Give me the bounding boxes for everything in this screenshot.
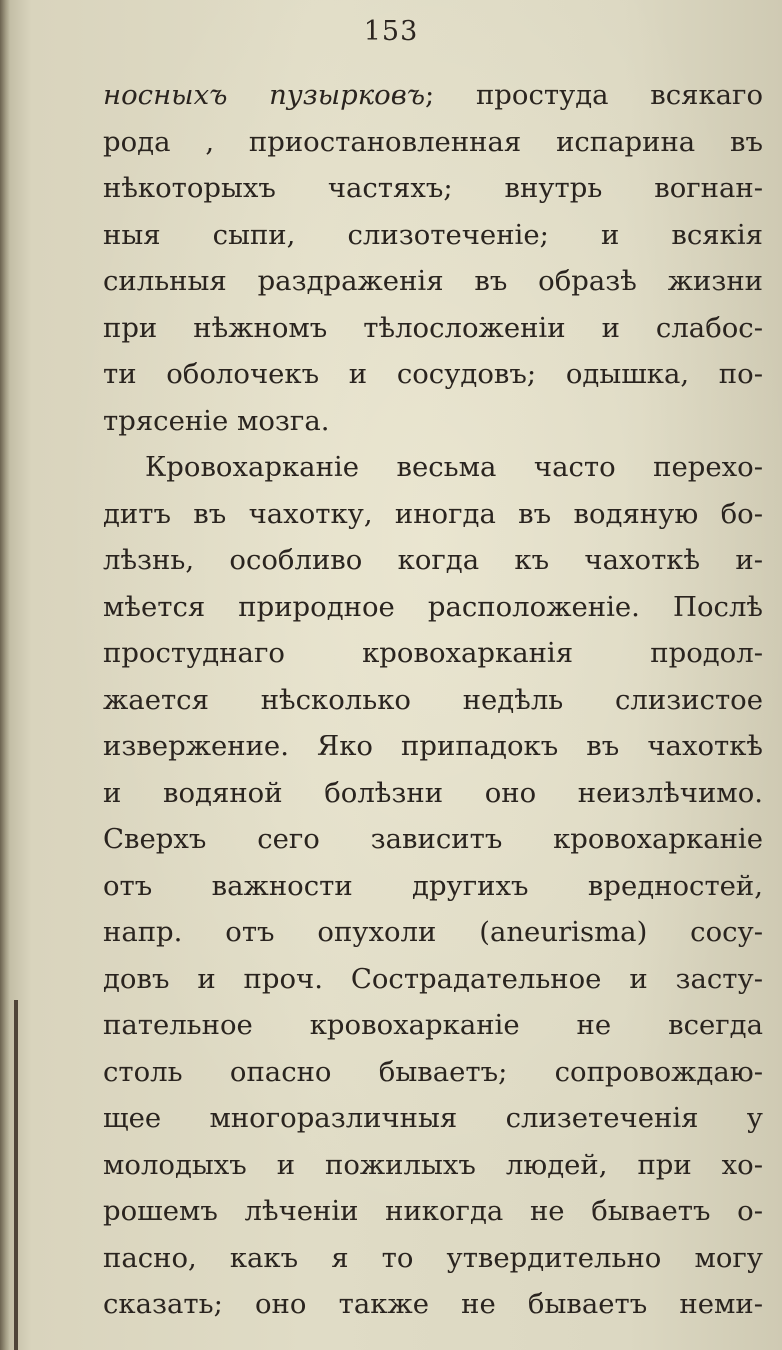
text-line: сказать; оно также не бываетъ неми- (103, 1288, 763, 1320)
text-line: рошемъ лѣченіи никогда не бываетъ о- (103, 1195, 763, 1227)
page-left-edge (0, 0, 10, 1350)
text-line: отъ важности другихъ вредностей, (103, 869, 763, 902)
body-text (103, 72, 763, 1328)
text-line: извержение. Яко припадокъ въ чахоткѣ (103, 730, 763, 762)
text-line: при нѣжномъ тѣлосложеніи и слабос- (103, 311, 763, 344)
text-line: Сверхъ сего зависитъ кровохарканіе (103, 823, 763, 855)
text-line: жается нѣсколько недѣль слизистое (103, 683, 763, 716)
text-line: напр. отъ опухоли (aneurisma) сосу- (103, 916, 763, 948)
text-line (103, 72, 763, 119)
text-line: сильныя раздраженія въ образѣ жизни (103, 265, 763, 297)
text-line: дитъ въ чахотку, иногда въ водяную бо- (103, 497, 763, 530)
paragraph-first-line: Кровохарканіе весьма часто перехо- (145, 451, 763, 483)
text-line: и водяной болѣзни оно неизлѣчимо. (103, 776, 763, 809)
text-line: пательное кровохарканіе не всегда (103, 1009, 763, 1041)
text-line: трясеніе мозга. (103, 404, 330, 437)
italic-phrase: носныхъ пузырковъ (103, 79, 426, 111)
text-line: столь опасно бываетъ; сопровождаю- (103, 1055, 763, 1088)
text-line: довъ и проч. Сострадательное и засту- (103, 962, 763, 995)
text-line: лѣзнь, особливо когда къ чахоткѣ и- (103, 544, 763, 576)
text-line: мѣется природное расположеніе. Послѣ (103, 590, 763, 623)
text-line: рода , приостановленная испарина въ (103, 125, 763, 158)
text-line: ныя сыпи, слизотеченіе; и всякія (103, 218, 763, 251)
page-number: 153 (363, 16, 419, 47)
text-line: пасно, какъ я то утвердительно могу (103, 1241, 763, 1274)
text-line: простуднаго кровохарканія продол- (103, 637, 763, 669)
text-line: ти оболочекъ и сосудовъ; одышка, по- (103, 358, 763, 390)
text-line: нѣкоторыхъ частяхъ; внутрь вогнан- (103, 172, 763, 204)
text-line: молодыхъ и пожилыхъ людей, при хо- (103, 1148, 763, 1181)
line-text: ; простуда всякаго (425, 79, 763, 111)
binding-line (14, 1000, 18, 1350)
text-line: щее многоразличныя слизетеченія у (103, 1102, 763, 1134)
